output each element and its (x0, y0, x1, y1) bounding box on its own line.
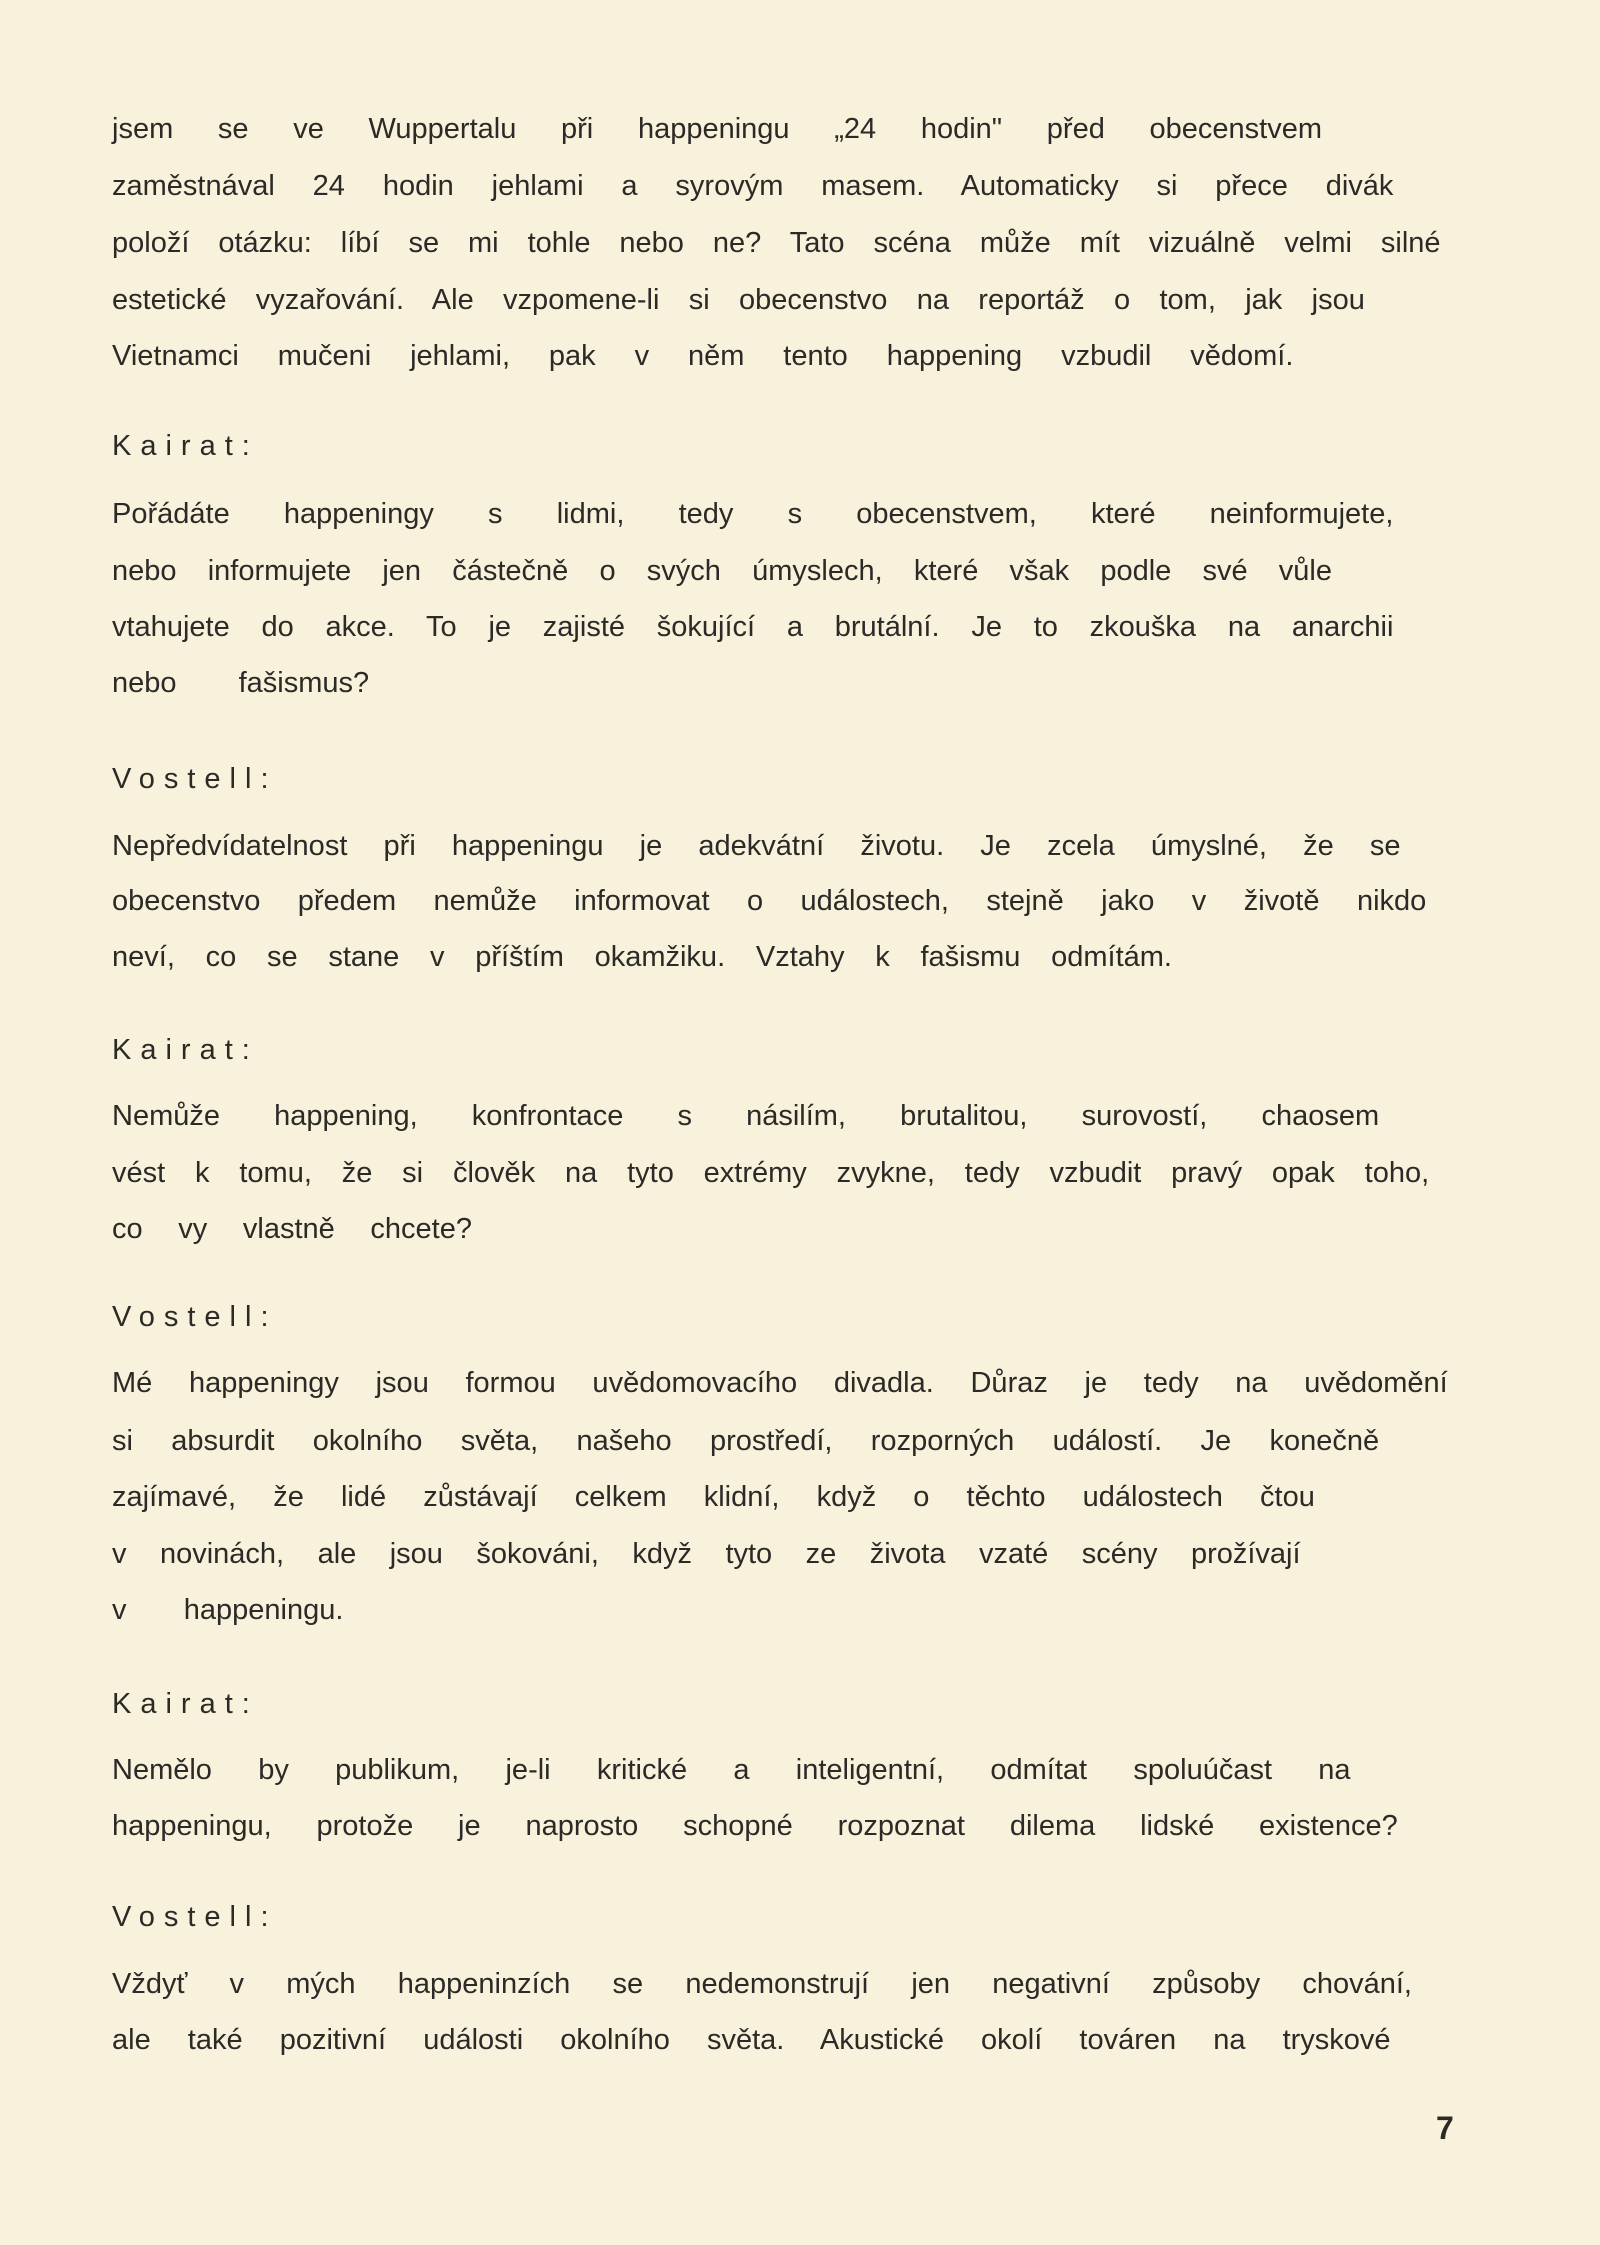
text-line: obecenstvo předem nemůže informovat o událostech, stejně jako v životě nikdo (112, 885, 1427, 918)
text-line: si absurdit okolního světa, našeho prostředí, rozporných událostí. Je konečně (112, 1425, 1380, 1458)
text-line: Nemělo by publikum, je-li kritické a inteligentní, odmítat spoluúčast na (112, 1754, 1351, 1786)
page-number: 7 (1436, 2110, 1454, 2146)
text-line: Nemůže happening, konfrontace s násilím, brutalitou, surovostí, chaosem (112, 1099, 1380, 1132)
text-line: neví, co se stane v příštím okamžiku. Vztahy k fašismu odmítám. (112, 941, 1172, 974)
text-line: Mé happeningy jsou formou uvědomovacího divadla. Důraz je tedy na uvědomění (112, 1366, 1448, 1399)
text-line: zaměstnával 24 hodin jehlami a syrovým masem. Automaticky si přece divák (112, 169, 1394, 202)
speaker-label: Kairat: (112, 429, 259, 462)
text-line: zajímavé, že lidé zůstávají celkem klidní, když o těchto událostech čtou (112, 1481, 1315, 1514)
speaker-label: Vostell: (112, 1301, 278, 1334)
text-line: položí otázku: líbí se mi tohle nebo ne? Tato scéna může mít vizuálně velmi silné (112, 226, 1441, 259)
text-line: nebo fašismus? (112, 666, 370, 699)
text-line: Pořádáte happeningy s lidmi, tedy s obecenstvem, které neinformujete, (112, 498, 1394, 531)
text-line: estetické vyzařování. Ale vzpomene-li si obecenstvo na reportáž o tom, jak jsou (112, 284, 1365, 316)
text-line: vtahujete do akce. To je zajisté šokující a brutální. Je to zkouška na anarchii (112, 611, 1394, 644)
text-line: co vy vlastně chcete? (112, 1212, 472, 1245)
text-line: happeningu, protože je naprosto schopné rozpoznat dilema lidské existence? (112, 1809, 1398, 1842)
speaker-label: Kairat: (112, 1034, 259, 1066)
speaker-label: Kairat: (112, 1688, 259, 1721)
text-line: jsem se ve Wuppertalu při happeningu „24 hodin" před obecenstvem (112, 112, 1322, 145)
speaker-label: Vostell: (112, 1901, 278, 1934)
text-line: vést k tomu, že si člověk na tyto extrémy zvykne, tedy vzbudit pravý opak toho, (112, 1156, 1430, 1189)
text-line: Vietnamci mučeni jehlami, pak v něm tento happening vzbudil vědomí. (112, 339, 1294, 372)
text-line: ale také pozitivní události okolního světa. Akustické okolí továren na tryskové (112, 2024, 1391, 2056)
text-line: v novinách, ale jsou šokováni, když tyto ze života vzaté scény prožívají (112, 1538, 1301, 1571)
speaker-label: Vostell: (112, 762, 278, 795)
text-line: nebo informujete jen částečně o svých úmyslech, které však podle své vůle (112, 555, 1332, 588)
text-line: Vždyť v mých happeninzích se nedemonstrují jen negativní způsoby chování, (112, 1968, 1412, 2001)
text-line: v happeningu. (112, 1594, 344, 1626)
text-line: Nepředvídatelnost při happeningu je adekvátní životu. Je zcela úmyslné, že se (112, 829, 1401, 862)
